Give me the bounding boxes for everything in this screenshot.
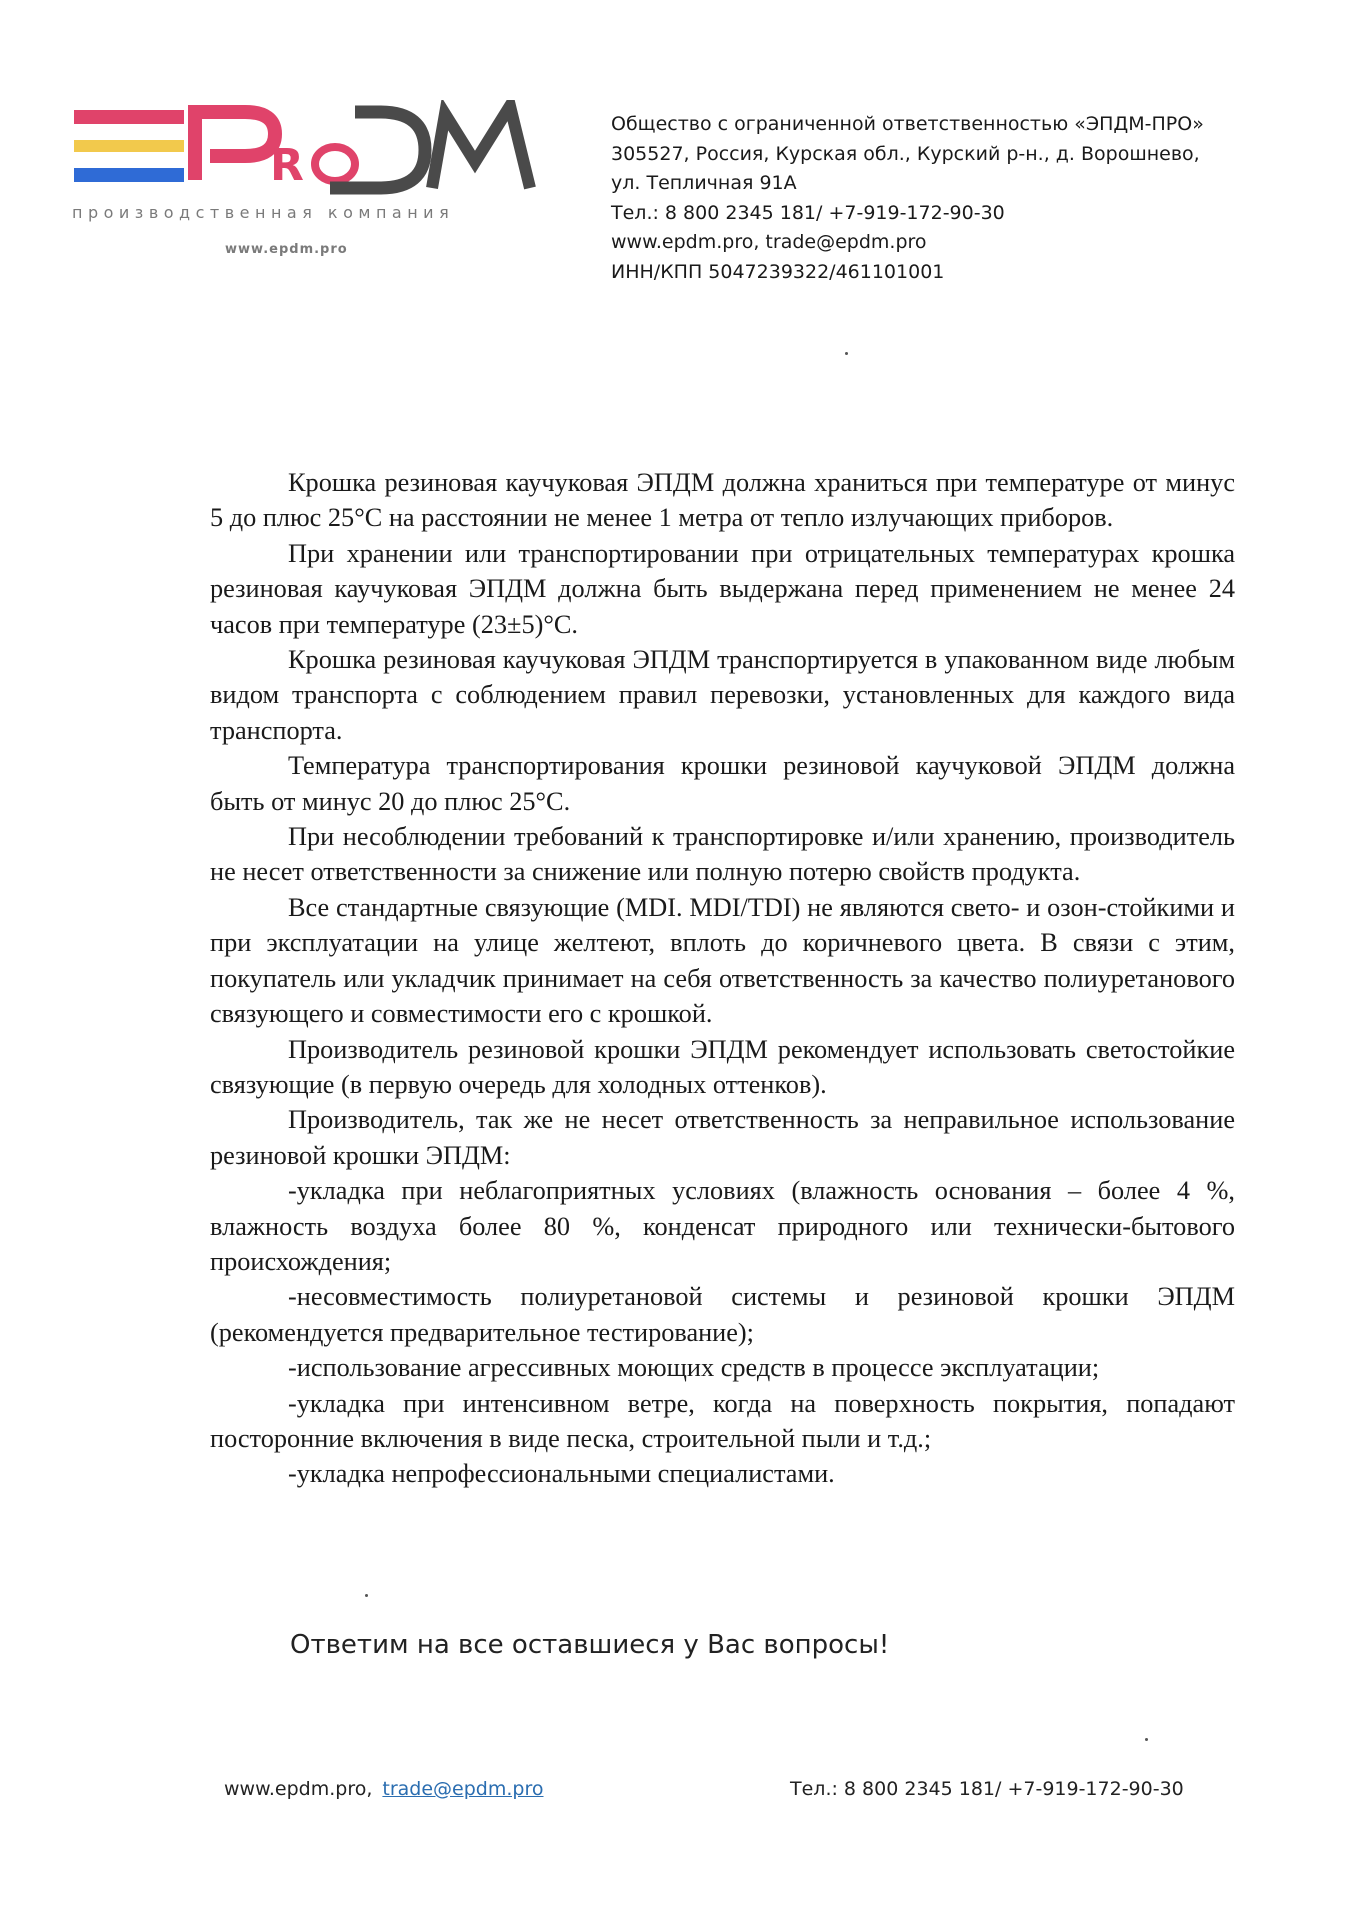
letterhead [0,0,1346,320]
company-name: Общество с ограниченной ответственностью «ЭПДМ-ПРО» [611,113,1204,135]
company-inn: ИНН/КПП 5047239322/461101001 [611,260,945,283]
paragraph: При несоблюдении требований к транспортировке и/или хранению, производитель не несет ответственности за снижение или полную потерю свойств продукта. [210,822,1235,887]
list-item: -использование агрессивных моющих средств в процессе эксплуатации; [288,1353,1100,1383]
footer-phone: Тел.: 8 800 2345 181/ +7-919-172-90-30 [790,1778,1184,1800]
company-address-line1: 305527, Россия, Курская обл., Курский р-н., д. Ворошнево, [611,142,1200,165]
company-logo [70,100,550,270]
closing-line: Ответим на все оставшиеся у Вас вопросы! [290,1630,890,1660]
logo-wordmark-graphic [70,100,550,200]
scan-speck [365,1594,368,1597]
paragraph: Крошка резиновая каучуковая ЭПДМ должна храниться при температуре от минус 5 до плюс 25°С на расстоянии не менее 1 метра от тепло излучающих приборов. [210,468,1235,533]
scan-speck [1145,1738,1148,1741]
list-item: -несовместимость полиуретановой системы и резиновой крошки ЭПДМ (рекомендуется предварительное тестирование); [210,1282,1235,1347]
scan-speck [845,352,848,355]
company-phone: Тел.: 8 800 2345 181/ +7-919-172-90-30 [611,201,1005,224]
company-web-email: www.epdm.pro, trade@epdm.pro [611,231,927,253]
list-item: -укладка при неблагоприятных условиях (влажность основания – более 4 %, влажность воздуха более 80 %, конденсат природного или технически-бытового происхождения; [210,1176,1235,1276]
paragraph: Производитель резиновой крошки ЭПДМ рекомендует использовать светостойкие связующие (в первую очередь для холодных оттенков). [210,1034,1235,1099]
footer-website[interactable]: www.epdm.pro, [224,1778,373,1800]
footer-contacts [224,1778,544,1800]
paragraph: Все стандартные связующие (MDI. MDI/TDI) не являются свето- и озон-стойкими и при эксплуатации на улице желтеют, вплоть до коричневого цвета. В связи с этим, покупатель или укладчик принимает на себя ответственность за качество полиуретанового связующего и совместимости его с крошкой. [210,892,1235,1029]
paragraph: Производитель, так же не несет ответственность за неправильное использование резиновой крошки ЭПДМ: [210,1105,1235,1170]
paragraph: Крошка резиновая каучуковая ЭПДМ транспортируется в упакованном виде любым видом транспорта с соблюдением правил перевозки, установленных для каждого вида транспорта. [210,645,1235,745]
company-address-line2: ул. Тепличная 91А [611,172,797,194]
paragraph: При хранении или транспортировании при отрицательных температурах крошка резиновая каучуковая ЭПДМ должна быть выдержана перед применением не менее 24 часов при температуре (23±5)°С. [210,538,1235,639]
list-item: -укладка непрофессиональными специалистами. [288,1459,835,1489]
paragraph: Температура транспортирования крошки резиновой каучуковой ЭПДМ должна быть от минус 20 до плюс 25°С. [210,751,1235,816]
footer-email-link[interactable]: trade@epdm.pro [382,1778,544,1800]
letter-body [210,465,1235,1492]
company-details [611,110,1331,287]
logo-tagline: производственная компания [72,203,455,222]
list-item: -укладка при интенсивном ветре, когда на поверхность покрытия, попадают посторонние включения в виде песка, строительной пыли и т.д.; [210,1388,1235,1453]
svg-text:R: R [270,140,304,191]
logo-website: www.epdm.pro [225,242,348,257]
